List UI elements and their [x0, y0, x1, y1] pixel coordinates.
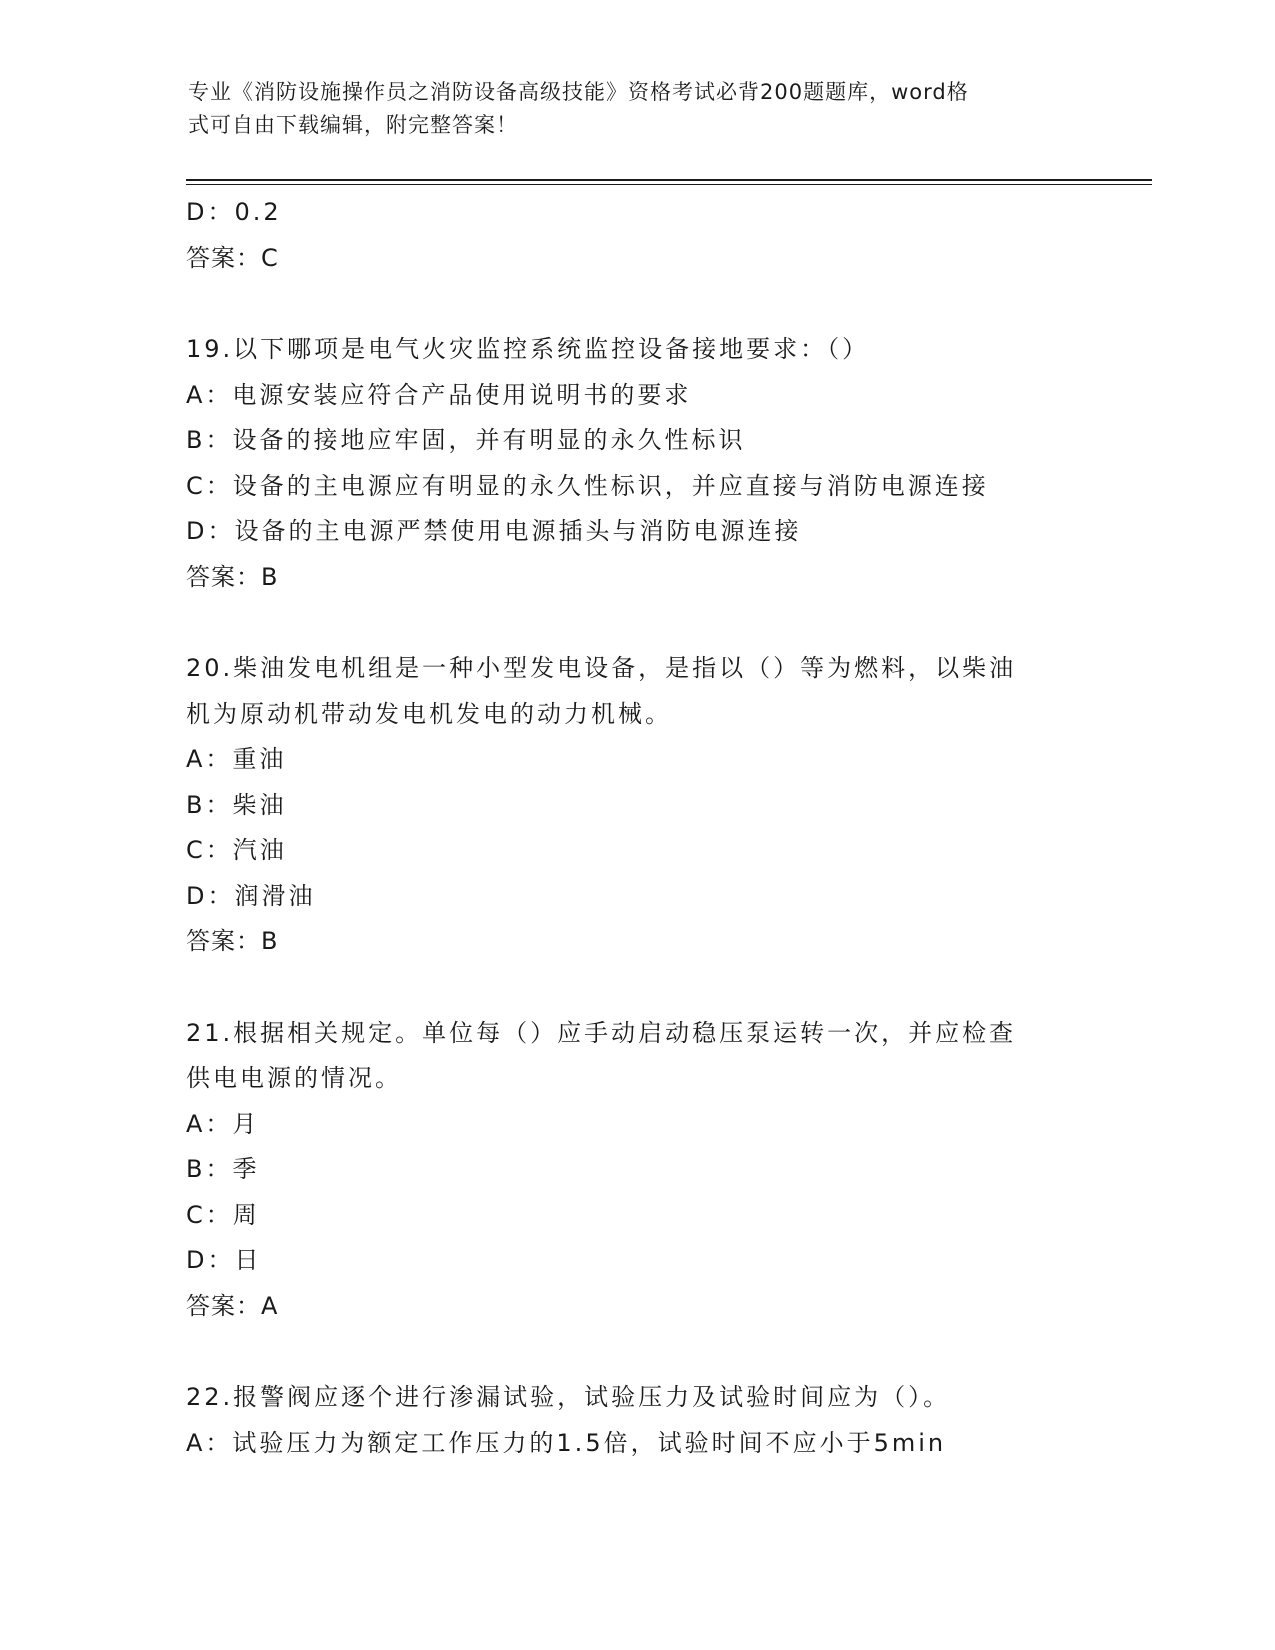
option-c: C：周	[186, 1200, 260, 1229]
spacer	[186, 1329, 1146, 1375]
option-d: D：0.2	[186, 198, 282, 226]
option-c: C：汽油	[186, 836, 287, 864]
option-a: A：重油	[186, 745, 287, 773]
option-b: B：设备的接地应牢固，并有明显的永久性标识	[186, 426, 746, 454]
question-22	[186, 1375, 1146, 1466]
question-stem-line-1: 21.根据相关规定。单位每（）应手动启动稳压泵运转一次，并应检查	[186, 1018, 1017, 1047]
question-19	[186, 327, 1146, 600]
question-list	[186, 190, 1146, 1466]
option-a: A：试验压力为额定工作压力的1.5倍，试验时间不应小于5min	[186, 1428, 947, 1457]
option-a: A：月	[186, 1109, 260, 1138]
question-stem: 22.报警阀应逐个进行渗漏试验，试验压力及试验时间应为（）。	[186, 1383, 951, 1411]
answer-line: 答案：B	[186, 562, 279, 591]
question-20	[186, 646, 1146, 965]
spacer	[186, 600, 1146, 646]
answer-line: 答案：C	[186, 243, 279, 272]
option-d: D：日	[186, 1246, 262, 1274]
question-18-tail	[186, 190, 1146, 281]
question-stem-line-2: 机为原动机带动发电机发电的动力机械。	[186, 699, 672, 728]
option-c: C：设备的主电源应有明显的永久性标识，并应直接与消防电源连接	[186, 471, 989, 500]
header-line-1: 专业《消防设施操作员之消防设备高级技能》资格考试必背200题题库，word格	[188, 80, 969, 104]
spacer	[186, 281, 1146, 327]
question-stem-line-2: 供电电源的情况。	[186, 1064, 402, 1092]
page-header	[188, 76, 1088, 142]
question-21	[186, 1011, 1146, 1330]
question-stem-line-1: 20.柴油发电机组是一种小型发电设备，是指以（）等为燃料，以柴油	[186, 654, 1017, 682]
option-d: D：润滑油	[186, 881, 316, 910]
header-line-2: 式可自由下载编辑，附完整答案！	[188, 113, 518, 137]
option-a: A：电源安装应符合产品使用说明书的要求	[186, 380, 692, 409]
option-b: B：柴油	[186, 790, 287, 819]
option-b: B：季	[186, 1155, 260, 1183]
answer-line: 答案：A	[186, 1291, 279, 1320]
answer-line: 答案：B	[186, 927, 279, 955]
spacer	[186, 965, 1146, 1011]
header-rule-thick	[186, 179, 1152, 181]
header-rule-thin	[186, 184, 1152, 185]
option-d: D：设备的主电源严禁使用电源插头与消防电源连接	[186, 517, 802, 545]
question-stem: 19.以下哪项是电气火灾监控系统监控设备接地要求：（）	[186, 335, 870, 363]
